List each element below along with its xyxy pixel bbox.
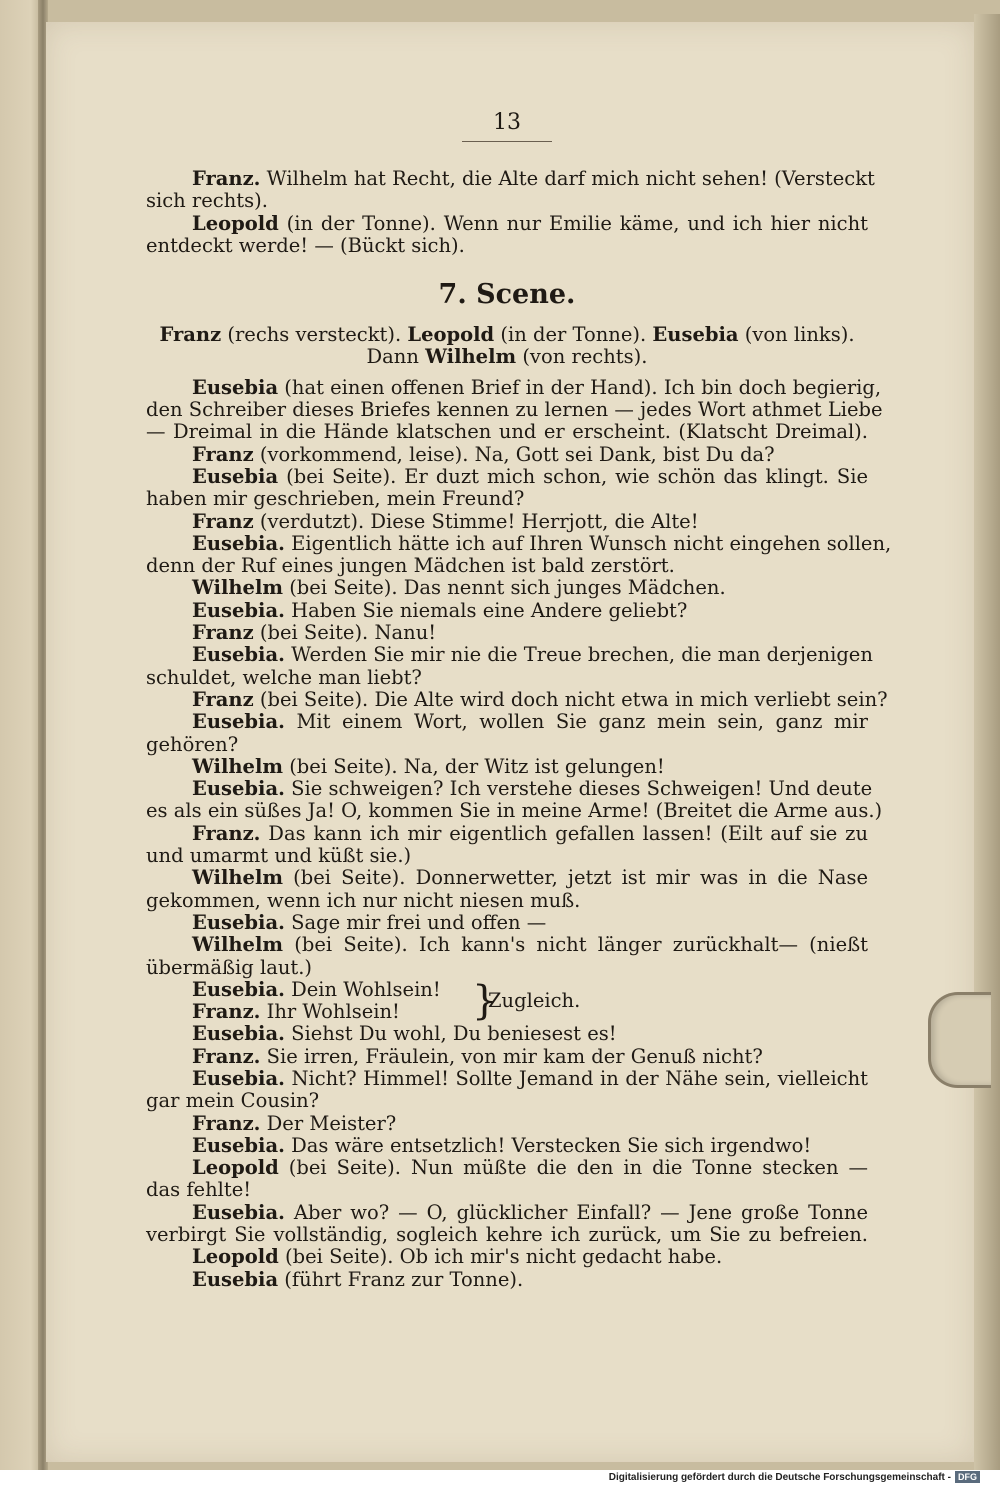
text-line xyxy=(146,687,888,711)
speaker-name: Eusebia xyxy=(192,464,279,488)
line-text: Dein Wohlsein! xyxy=(284,977,441,1001)
brace-symbol: } xyxy=(472,977,498,1024)
text-line xyxy=(146,777,873,801)
speaker-name: Eusebia. xyxy=(192,531,285,555)
line-text: (vorkommend, leise). Na, Gott sei Dank, bist Du da? xyxy=(253,442,775,466)
text-line xyxy=(146,711,868,733)
dfg-logo: DFG xyxy=(955,1471,980,1483)
speaker-name: Eusebia. xyxy=(192,710,285,734)
cast-name: Eusebia xyxy=(652,323,739,347)
cast-name: Franz xyxy=(159,323,222,347)
speaker-name: Eusebia xyxy=(192,375,279,399)
line-text: Das wäre entsetzlich! Verstecken Sie sich irgendwo! xyxy=(284,1133,812,1157)
line-text: Werden Sie mir nie die Treue brechen, die man derjenigen xyxy=(284,643,873,667)
text-line xyxy=(146,398,883,422)
text-line xyxy=(146,531,892,555)
text-line xyxy=(146,734,868,756)
line-text: (bei Seite). Die Alte wird doch nicht etwa in mich verliebt sein? xyxy=(253,687,888,711)
cast-name: Leopold xyxy=(407,323,495,347)
text-line xyxy=(146,1269,868,1291)
text-line xyxy=(146,1090,868,1112)
text-line xyxy=(146,375,882,399)
text-line xyxy=(146,1113,868,1135)
text-line xyxy=(146,912,868,934)
text-line xyxy=(146,1046,868,1068)
line-text: sich rechts). xyxy=(146,189,268,213)
line-text: Nicht? Himmel! Sollte Jemand in der Nähe sein, vielleicht xyxy=(284,1066,868,1090)
line-text: entdeckt werde! — (Bückt sich). xyxy=(146,233,465,257)
speaker-name: Eusebia. xyxy=(192,598,285,622)
cast-prefix: Dann xyxy=(366,345,426,369)
scene-title: 7. Scene. xyxy=(438,279,576,311)
footer-credit xyxy=(609,1470,980,1485)
text-line xyxy=(146,1135,868,1157)
text-line xyxy=(146,577,868,599)
text-block-before-scene xyxy=(146,167,875,257)
speaker-name: Eusebia. xyxy=(192,1066,285,1090)
text-line xyxy=(146,622,868,644)
right-page-edge xyxy=(974,14,1000,1470)
speaker-name: Franz. xyxy=(192,1000,261,1024)
line-text: Wilhelm hat Recht, die Alte darf mich nicht sehen! (Versteckt xyxy=(260,167,875,190)
line-text: (bei Seite). Er duzt mich schon, wie schön das klingt. Sie xyxy=(278,464,868,488)
line-text: (führt Franz zur Tonne). xyxy=(278,1267,524,1291)
text-line xyxy=(146,190,868,212)
line-text: (bei Seite). Na, der Witz ist gelungen! xyxy=(283,754,665,778)
speaker-name: Eusebia. xyxy=(192,1200,285,1224)
text-line xyxy=(146,466,868,488)
line-text: haben mir geschrieben, mein Freund? xyxy=(146,487,525,511)
speaker-name: Franz. xyxy=(192,821,261,845)
speaker-name: Franz xyxy=(192,621,254,645)
speaker-name: Eusebia. xyxy=(192,910,285,934)
text-line xyxy=(146,643,873,667)
text-line xyxy=(146,1246,868,1268)
line-text: (bei Seite). Ob ich mir's nicht gedacht habe. xyxy=(278,1245,723,1269)
text-line xyxy=(146,444,868,466)
cast-line xyxy=(146,346,868,368)
text-line xyxy=(146,867,868,889)
page-content xyxy=(146,110,892,1291)
line-text: Ihr Wohlsein! xyxy=(260,1000,400,1024)
speaker-name: Franz. xyxy=(192,1111,261,1135)
line-text: Das kann ich mir eigentlich gefallen lassen! (Eilt auf sie zu xyxy=(260,821,868,845)
cast-line xyxy=(146,324,868,346)
line-text: Haben Sie niemals eine Andere geliebt? xyxy=(284,598,688,622)
line-text: Sage mir frei und offen — xyxy=(284,910,547,934)
text-line xyxy=(146,600,868,622)
speaker-name: Eusebia. xyxy=(192,643,285,667)
line-text: Siehst Du wohl, Du beniesest es! xyxy=(284,1022,617,1046)
speaker-name: Leopold xyxy=(192,1245,279,1269)
cast-note: (in der Tonne). xyxy=(494,323,653,347)
line-text: Der Meister? xyxy=(260,1111,397,1135)
line-text: Eigentlich hätte ich auf Ihren Wunsch nicht eingehen sollen, xyxy=(284,531,892,555)
speaker-name: Wilhelm xyxy=(192,933,283,957)
text-line xyxy=(146,167,875,190)
speaker-name: Wilhelm xyxy=(192,576,283,600)
speaker-name: Leopold xyxy=(192,1156,279,1180)
cast-note: (von links). xyxy=(738,323,855,347)
footer-text: Digitalisierung gefördert durch die Deutsche Forschungsgemeinschaft - xyxy=(608,1472,951,1483)
line-text: Aber wo? — O, glücklicher Einfall? — Jene große Tonne xyxy=(284,1200,868,1224)
zugleich-label: Zugleich. xyxy=(488,988,581,1012)
line-text: und umarmt und küßt sie.) xyxy=(146,844,412,868)
line-text: gehören? xyxy=(146,732,239,756)
text-line xyxy=(146,890,868,912)
text-line xyxy=(146,1202,868,1224)
text-block-after xyxy=(146,1023,868,1291)
text-line xyxy=(146,799,883,823)
line-text: gar mein Cousin? xyxy=(146,1089,320,1113)
speaker-name: Franz. xyxy=(192,167,261,190)
speaker-name: Franz xyxy=(192,442,254,466)
text-line xyxy=(146,1157,868,1179)
text-line xyxy=(146,235,868,257)
line-text: schuldet, welche man liebt? xyxy=(146,665,422,689)
speaker-name: Eusebia. xyxy=(192,1022,285,1046)
speaker-name: Eusebia. xyxy=(192,777,285,801)
line-text: (bei Seite). Ich kann's nicht länger zurückhalt— (nießt xyxy=(283,933,868,957)
text-line xyxy=(146,934,868,956)
text-line xyxy=(146,957,868,979)
text-line xyxy=(146,488,868,510)
text-line xyxy=(146,213,868,235)
line-text: (bei Seite). Das nennt sich junges Mädchen. xyxy=(283,576,726,600)
text-block-main xyxy=(146,375,892,979)
page-number-rule xyxy=(462,141,552,142)
speaker-name: Franz xyxy=(192,687,254,711)
text-line xyxy=(146,845,868,867)
line-text: (bei Seite). Nanu! xyxy=(253,621,437,645)
text-line xyxy=(146,555,868,577)
text-line xyxy=(146,1023,868,1045)
line-text: übermäßig laut.) xyxy=(146,955,313,979)
speaker-name: Wilhelm xyxy=(192,754,283,778)
cast-note: (von rechts). xyxy=(516,345,648,369)
line-text: Sie schweigen? Ich verstehe dieses Schweigen! Und deute xyxy=(284,777,873,801)
line-text: (in der Tonne). Wenn nur Emilie käme, und ich hier nicht xyxy=(278,211,868,235)
line-text: (bei Seite). Nun müßte die den in die Tonne stecken — xyxy=(278,1156,868,1180)
text-line xyxy=(146,1224,868,1246)
text-line xyxy=(146,756,868,778)
text-line xyxy=(146,1068,868,1090)
line-text: — Dreimal in die Hände klatschen und er erscheint. (Klatscht Dreimal). xyxy=(146,420,868,444)
cast-note: (rechs versteckt). xyxy=(221,323,408,347)
text-line xyxy=(146,511,868,533)
line-text: (hat einen offenen Brief in der Hand). Ich bin doch begierig, xyxy=(278,375,882,399)
line-text: es als ein süßes Ja! O, kommen Sie in meine Arme! (Breitet die Arme aus.) xyxy=(146,799,883,823)
speaker-name: Eusebia. xyxy=(192,977,285,1001)
speaker-name: Wilhelm xyxy=(192,866,283,890)
line-text: gekommen, wenn ich nur nicht niesen muß. xyxy=(146,888,581,912)
speaker-name: Franz. xyxy=(192,1044,261,1068)
line-text: (bei Seite). Donnerwetter, jetzt ist mir was in die Nase xyxy=(283,866,868,890)
line-text: Sie irren, Fräulein, von mir kam der Genuß nicht? xyxy=(260,1044,763,1068)
text-line xyxy=(146,1179,868,1201)
line-text: (verdutzt). Diese Stimme! Herrjott, die Alte! xyxy=(253,509,699,533)
text-line xyxy=(146,421,868,443)
speaker-name: Franz xyxy=(192,509,254,533)
cast-name: Wilhelm xyxy=(425,345,517,369)
line-text: denn der Ruf eines jungen Mädchen ist bald zerstört. xyxy=(146,554,675,578)
line-text: verbirgt Sie vollständig, sogleich kehre ich zurück, um Sie zu befreien. xyxy=(146,1223,868,1247)
text-line xyxy=(146,823,868,845)
line-text: den Schreiber dieses Briefes kennen zu lernen — jedes Wort athmet Liebe xyxy=(146,398,883,422)
line-text: das fehlte! xyxy=(146,1178,252,1202)
speaker-name: Eusebia xyxy=(192,1267,279,1291)
speaker-name: Eusebia. xyxy=(192,1133,285,1157)
page-clip-tab xyxy=(928,992,991,1088)
speaker-name: Leopold xyxy=(192,211,279,235)
page-number: 13 xyxy=(493,110,521,135)
text-line xyxy=(146,667,868,689)
line-text: Mit einem Wort, wollen Sie ganz mein sein, ganz mir xyxy=(284,710,868,734)
